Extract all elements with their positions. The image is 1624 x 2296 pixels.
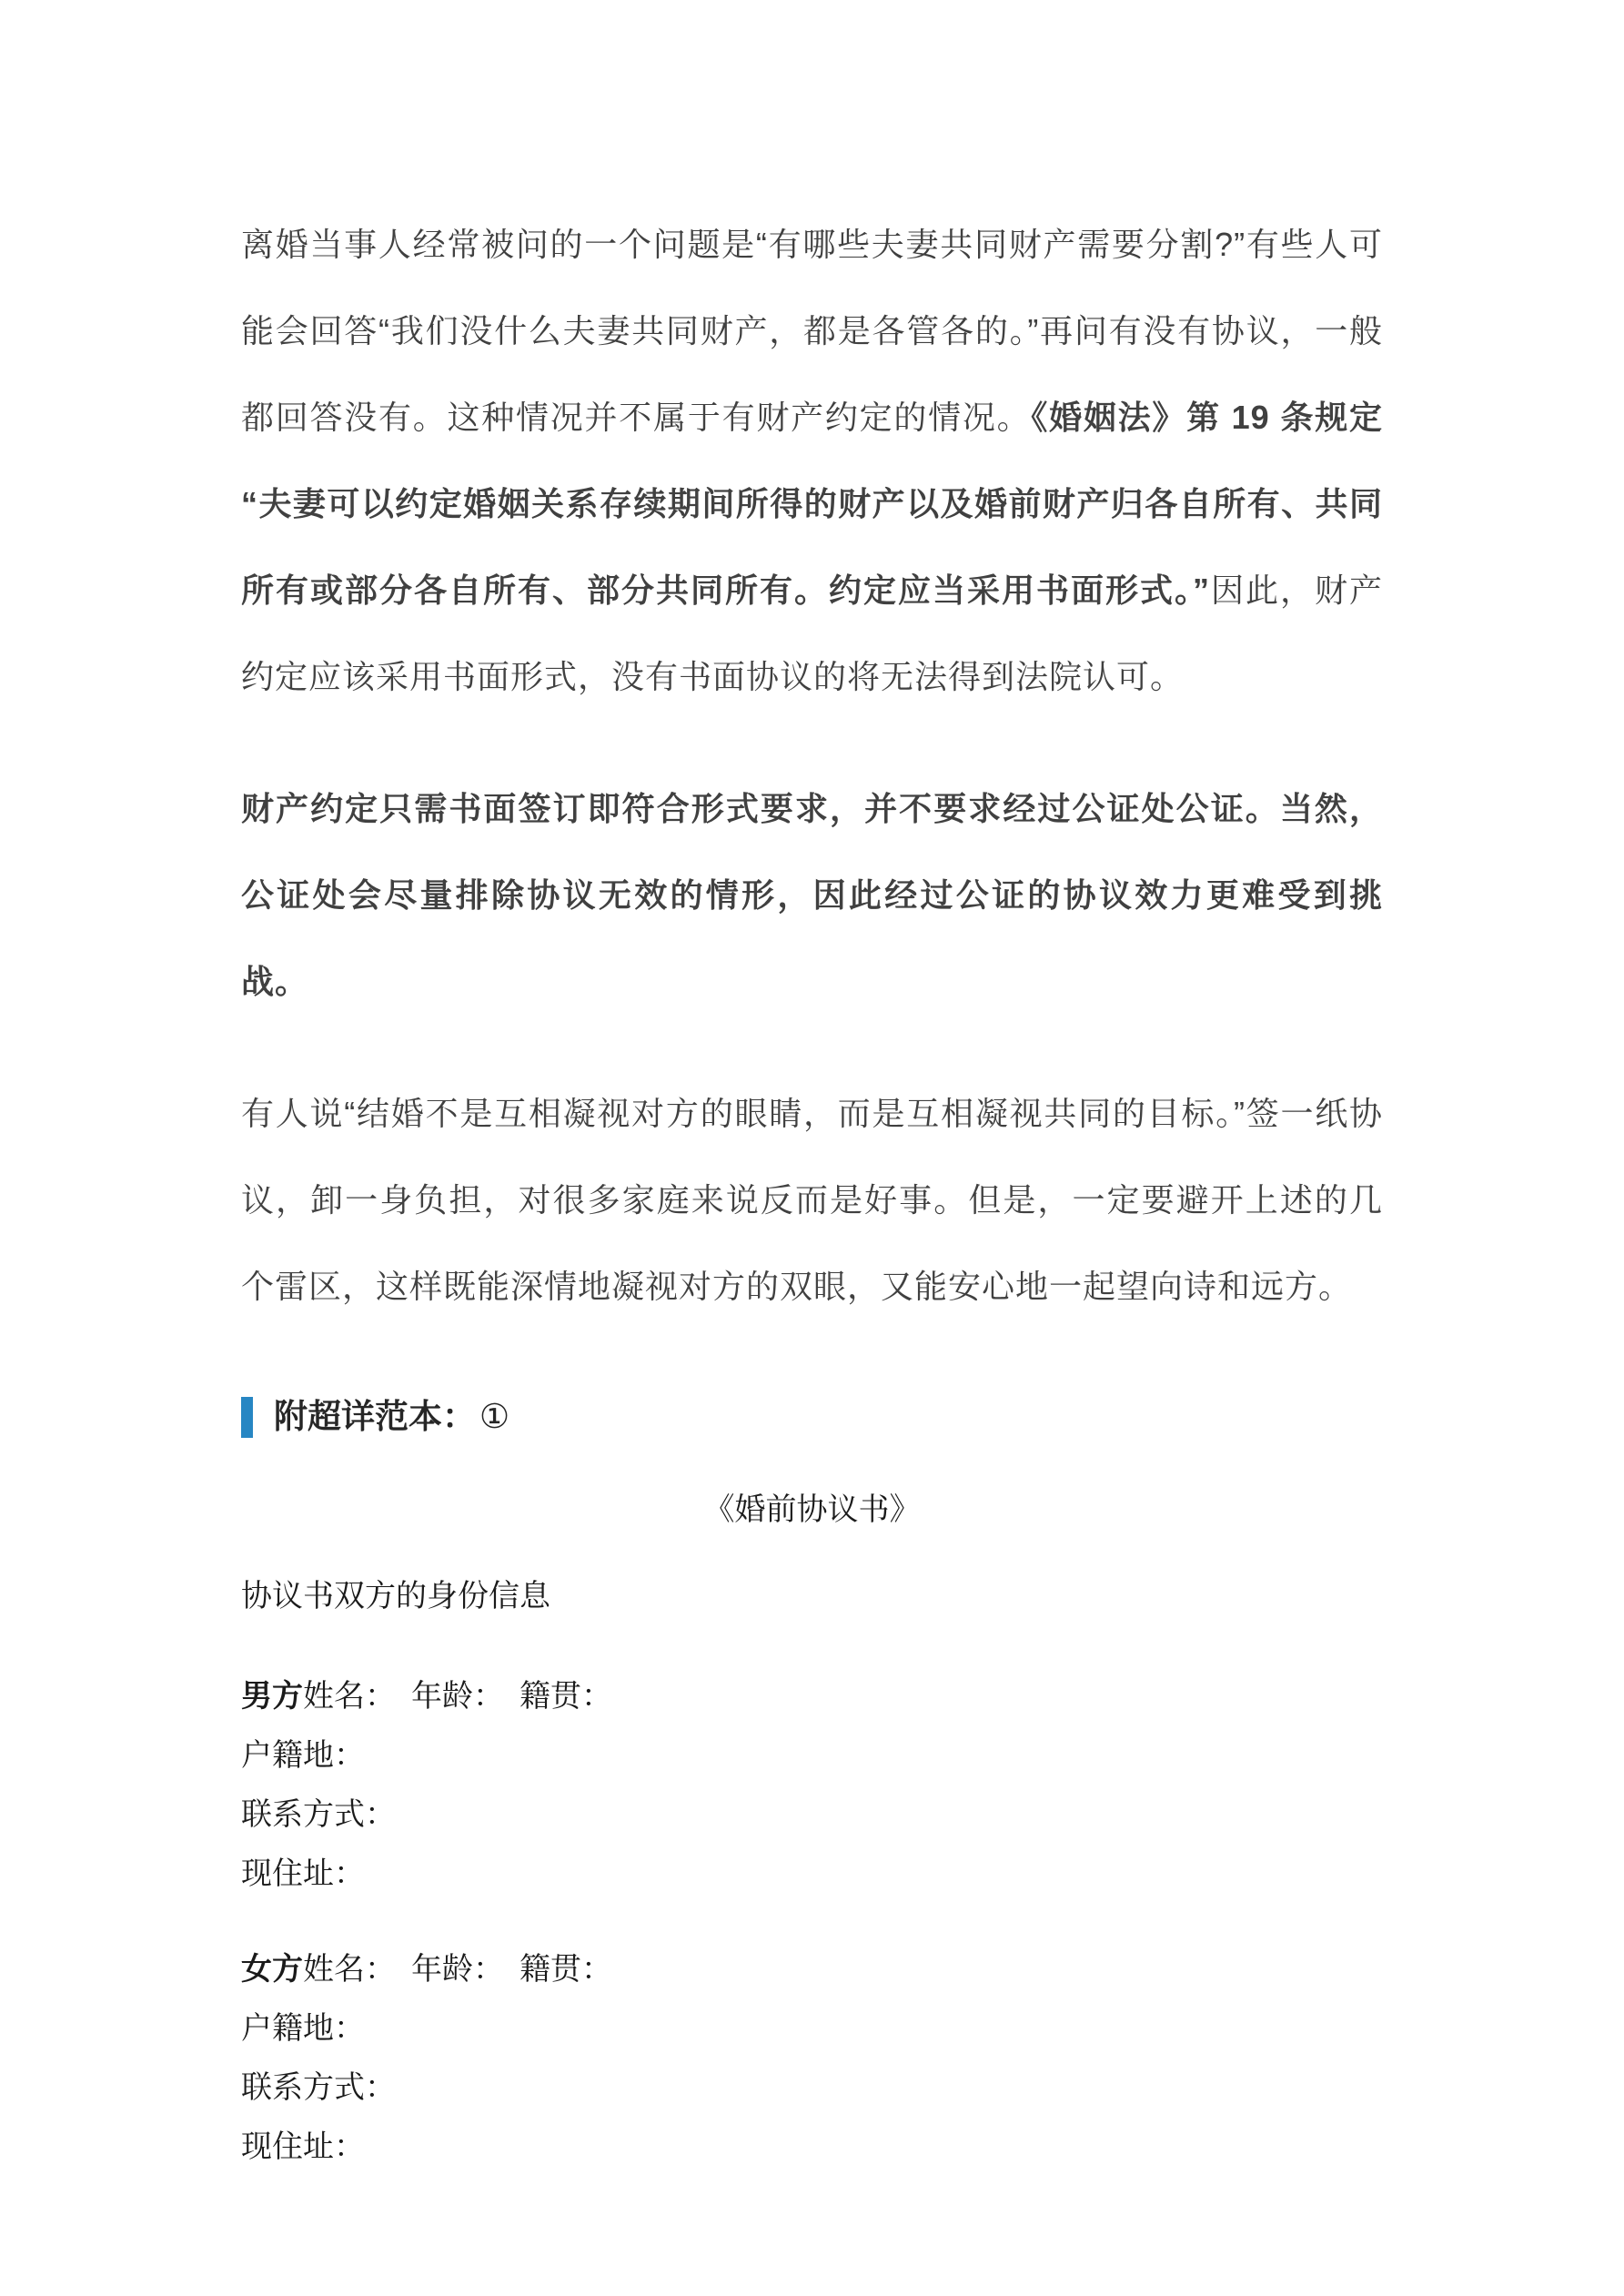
party-a-block <box>241 1667 1383 1904</box>
party-b-current-address-line: 现住址： <box>241 2130 365 2164</box>
paragraph-closing-remarks: 有人说“结婚不是互相凝视对方的眼睛，而是互相凝视共同的目标。”签一纸协议，卸一身负担，对很多家庭来说反而是好事。但是，一定要避开上述的几个雷区，这样既能深情地凝视对方的双眼，又能安心地一起望向诗和远方。 <box>241 1095 1383 1305</box>
party-b-registered-residence-line: 户籍地： <box>241 2012 365 2046</box>
party-b-name-age-origin-line <box>241 1940 1383 1999</box>
paragraph-notarization: 财产约定只需书面签订即符合形式要求，并不要求经过公证处公证。当然，公证处会尽量排除协议无效的情形，因此经过公证的协议效力更难受到挑战。 <box>241 790 1383 1000</box>
section-heading-circled-number: ① <box>479 1398 510 1435</box>
section-heading-sample-template <box>241 1395 1383 1439</box>
party-b-contact-line: 联系方式： <box>241 2071 396 2105</box>
agreement-title: 《婚前协议书》 <box>703 1493 921 1527</box>
party-a-registered-residence-line: 户籍地： <box>241 1739 365 1773</box>
agreement-identity-intro: 协议书双方的身份信息 <box>241 1580 550 1613</box>
party-a-fields: 姓名： 年龄： 籍贯： <box>303 1680 612 1714</box>
prenuptial-agreement-template <box>241 1481 1383 2177</box>
paragraph-property-division-start: 离婚当事人经常被问的一个问题是“有哪些夫妻共同财产需要分割?”有些人可能会回答“我们没什么夫妻共同财产，都是各管各的。”再问有没有协议，一般都回答没有。这种情况并不属于有财产约定的情况。 <box>241 226 1383 436</box>
party-a-contact-line: 联系方式： <box>241 1798 396 1832</box>
party-b-block <box>241 1940 1383 2177</box>
party-a-current-address-line: 现住址： <box>241 1857 365 1891</box>
paragraph-property-division <box>241 201 1383 720</box>
paragraph-property-division-end: 因此，财产约定应该采用书面形式，没有书面协议的将无法得到法院认可。 <box>241 571 1383 695</box>
marriage-law-quote-bold: 《婚姻法》第 19 条规定“夫妻可以约定婚姻关系存续期间所得的财产以及婚前财产归各自所有、共同所有或部分各自所有、部分共同所有。约定应当采用书面形式。” <box>241 399 1383 609</box>
party-a-label: 男方 <box>241 1680 303 1714</box>
party-b-label: 女方 <box>241 1953 303 1987</box>
heading-accent-bar <box>241 1397 253 1438</box>
party-a-name-age-origin-line <box>241 1667 1383 1726</box>
section-heading-label: 附超详范本： <box>274 1398 476 1435</box>
party-b-fields: 姓名： 年龄： 籍贯： <box>303 1953 612 1987</box>
